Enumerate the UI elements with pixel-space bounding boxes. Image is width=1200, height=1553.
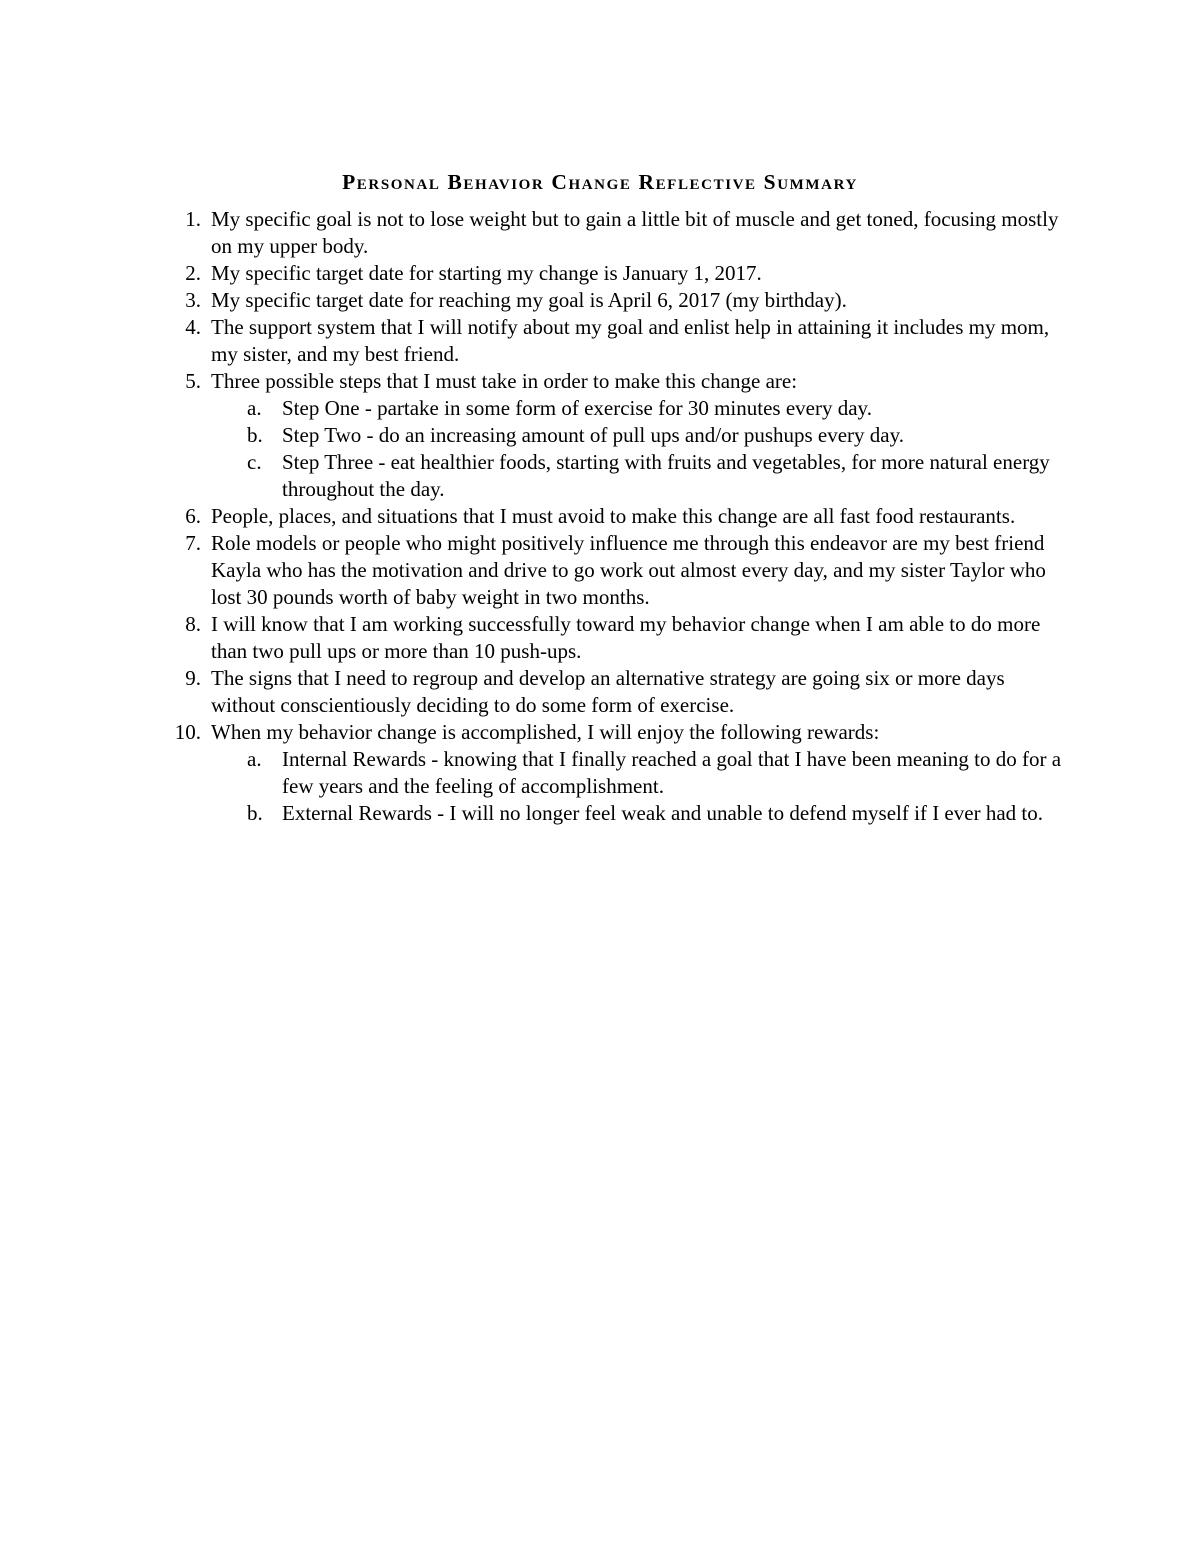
list-item — [0, 611, 1073, 665]
list-item-number: 10. — [174, 720, 201, 744]
list-item — [0, 206, 1073, 260]
list-item-number: 8. — [185, 612, 201, 636]
sublist-item-letter: b. — [247, 801, 263, 825]
sublist-item-text: Step Two - do an increasing amount of pull ups and/or pushups every day. — [282, 423, 905, 447]
sublist-item — [211, 449, 1062, 503]
list-item-text: The support system that I will notify about my goal and enlist help in attaining it includes my mom, my sister, and my best friend. — [211, 315, 1050, 366]
sublist-item-letter: c. — [247, 450, 262, 474]
list-item — [0, 665, 1073, 719]
list-item — [0, 368, 1073, 503]
list-item-number: 9. — [185, 666, 201, 690]
list-item-number: 6. — [185, 504, 201, 528]
list-item — [0, 260, 1073, 287]
list-item-text: When my behavior change is accomplished, I will enjoy the following rewards: — [211, 720, 880, 744]
steps-sublist — [211, 395, 1073, 503]
rewards-sublist — [211, 746, 1073, 827]
list-item-text: My specific goal is not to lose weight but to gain a little bit of muscle and get toned, focusing mostly on my upper body. — [211, 207, 1059, 258]
sublist-item-text: External Rewards - I will no longer feel weak and unable to defend myself if I ever had to. — [282, 801, 1043, 825]
sublist-item — [211, 422, 1062, 449]
list-item — [0, 314, 1073, 368]
list-item-text: My specific target date for reaching my goal is April 6, 2017 (my birthday). — [211, 288, 847, 312]
sublist-item-text: Internal Rewards - knowing that I finally reached a goal that I have been meaning to do for a few years and the feeling of accomplishment. — [282, 747, 1062, 798]
sublist-item — [211, 395, 1062, 422]
sublist-item-letter: a. — [247, 747, 262, 771]
list-item-number: 5. — [185, 369, 201, 393]
document-title: Personal Behavior Change Reflective Summary — [342, 170, 858, 194]
list-item-text: Three possible steps that I must take in order to make this change are: — [211, 369, 798, 393]
sublist-item-letter: a. — [247, 396, 262, 420]
list-item — [0, 719, 1073, 827]
sublist-item — [211, 746, 1062, 800]
list-item-text: The signs that I need to regroup and develop an alternative strategy are going six or more days without conscientiously deciding to do some form of exercise. — [211, 666, 1005, 717]
list-item-text: Role models or people who might positively influence me through this endeavor are my best friend Kayla who has the motivation and drive to go work out almost every day, and my sister Taylor who lost 30 pounds worth of baby weight in two months. — [211, 531, 1046, 609]
list-item-number: 2. — [185, 261, 201, 285]
list-item-number: 7. — [185, 531, 201, 555]
list-item-text: My specific target date for starting my change is January 1, 2017. — [211, 261, 762, 285]
list-item-number: 1. — [185, 207, 201, 231]
summary-list — [0, 206, 1200, 827]
list-item — [0, 530, 1073, 611]
sublist-item-letter: b. — [247, 423, 263, 447]
list-item-text: I will know that I am working successfully toward my behavior change when I am able to do more than two pull ups or more than 10 push-ups. — [211, 612, 1041, 663]
list-item — [0, 287, 1073, 314]
sublist-item-text: Step One - partake in some form of exercise for 30 minutes every day. — [282, 396, 872, 420]
list-item — [0, 503, 1073, 530]
list-item-number: 4. — [185, 315, 201, 339]
sublist-item — [211, 800, 1062, 827]
list-item-number: 3. — [185, 288, 201, 312]
sublist-item-text: Step Three - eat healthier foods, starting with fruits and vegetables, for more natural energy throughout the day. — [282, 450, 1050, 501]
list-item-text: People, places, and situations that I must avoid to make this change are all fast food restaurants. — [211, 504, 1016, 528]
